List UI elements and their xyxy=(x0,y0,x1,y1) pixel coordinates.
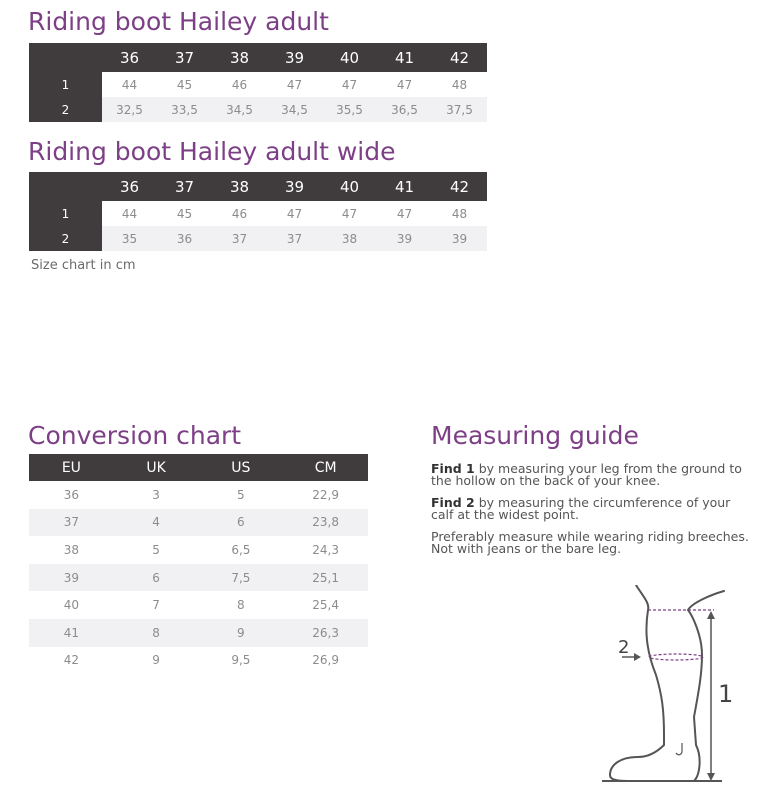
size-table-adult-wide xyxy=(29,172,487,251)
conversion-cell: 6 xyxy=(114,564,199,592)
conversion-cell: 38 xyxy=(63,542,80,557)
size-header-cell: 41 xyxy=(377,172,432,201)
conversion-cell: 40 xyxy=(63,598,80,613)
measure-cell: 48 xyxy=(451,77,468,92)
measure-cell: 36 xyxy=(157,226,212,251)
measure-cell: 37,5 xyxy=(432,97,487,122)
measure-cell: 39 xyxy=(377,226,432,251)
corner-cell xyxy=(29,43,102,72)
measure-cell: 34,5 xyxy=(212,97,267,122)
conversion-cell: 22,9 xyxy=(312,487,339,502)
size-header-cell: 41 xyxy=(377,43,432,72)
conversion-cell: 26,9 xyxy=(312,653,339,668)
conversion-cell: 25,1 xyxy=(283,564,368,592)
table2-title: Riding boot Hailey adult wide xyxy=(28,137,396,166)
size-header-cell: 37 xyxy=(157,172,212,201)
conversion-cell: 26,3 xyxy=(283,619,368,647)
size-chart-note: Size chart in cm xyxy=(31,258,136,273)
conversion-header-cell: EU xyxy=(29,454,114,481)
conversion-cell: 5 xyxy=(152,542,160,557)
size-header-row xyxy=(29,43,487,72)
conversion-cell: 24,3 xyxy=(312,542,339,557)
measure-cell: 32,5 xyxy=(102,97,157,122)
conversion-cell: 8 xyxy=(114,619,199,647)
measure-cell: 33,5 xyxy=(157,97,212,122)
conversion-header-cell: UK xyxy=(114,454,199,481)
conversion-cell: 41 xyxy=(29,619,114,647)
measure-cell: 47 xyxy=(341,206,358,221)
conversion-cell: 42 xyxy=(63,653,80,668)
size-header-cell: 42 xyxy=(432,43,487,72)
instruction-1-label: Find 1 xyxy=(431,461,475,476)
measure-cell: 45 xyxy=(176,77,193,92)
measure-cell: 47 xyxy=(396,206,413,221)
measure-cell: 47 xyxy=(286,77,303,92)
measure-row-label: 1 xyxy=(29,201,102,226)
measure-cell: 37 xyxy=(212,226,267,251)
guide-title: Measuring guide xyxy=(431,421,639,450)
measure-cell: 38 xyxy=(322,226,377,251)
size-header-cell: 39 xyxy=(267,43,322,72)
conversion-cell: 36 xyxy=(63,487,80,502)
instruction-2-label: Find 2 xyxy=(431,495,475,510)
instruction-2-text: by measuring the circumference of your calf at the widest point. xyxy=(431,495,731,522)
conversion-cell: 23,8 xyxy=(283,509,368,537)
measure-cell: 35 xyxy=(102,226,157,251)
measure-row xyxy=(29,97,487,122)
size-header-cell: 38 xyxy=(212,43,267,72)
measure-row-label: 2 xyxy=(29,97,102,122)
instruction-1-text: by measuring your leg from the ground to the hollow on the back of your knee. xyxy=(431,461,742,488)
measure-row xyxy=(29,72,487,97)
conversion-cell: 8 xyxy=(237,598,245,613)
size-header-cell: 36 xyxy=(102,43,157,72)
measure-row-label: 1 xyxy=(29,72,102,97)
measure-cell: 47 xyxy=(396,77,413,92)
conversion-cell: 37 xyxy=(29,509,114,537)
size-header-cell: 42 xyxy=(432,172,487,201)
ankle-detail xyxy=(676,743,682,755)
measure-cell: 34,5 xyxy=(267,97,322,122)
measure-cell: 46 xyxy=(231,77,248,92)
size-header-cell: 37 xyxy=(157,43,212,72)
conversion-header-row xyxy=(29,454,368,481)
conversion-header-cell: US xyxy=(199,454,284,481)
conversion-row xyxy=(29,619,368,647)
conversion-row xyxy=(29,481,368,509)
conversion-row xyxy=(29,564,368,592)
conversion-cell: 7 xyxy=(152,598,160,613)
measure-cell: 47 xyxy=(286,206,303,221)
measure-cell: 45 xyxy=(176,206,193,221)
conversion-cell: 3 xyxy=(152,487,160,502)
conversion-cell: 25,4 xyxy=(312,598,339,613)
conversion-table xyxy=(29,454,368,674)
measure-cell: 35,5 xyxy=(322,97,377,122)
conversion-header-cell: CM xyxy=(283,454,368,481)
table1-title: Riding boot Hailey adult xyxy=(28,7,329,36)
conversion-cell: 9 xyxy=(152,653,160,668)
measure-row xyxy=(29,201,487,226)
conversion-row xyxy=(29,509,368,537)
measure-label-2: 2 xyxy=(618,637,630,658)
conversion-row xyxy=(29,647,368,675)
conversion-cell: 6,5 xyxy=(231,542,251,557)
conversion-cell: 4 xyxy=(114,509,199,537)
measure-cell: 44 xyxy=(121,206,138,221)
calf-arrow-head xyxy=(634,653,641,661)
measure-cell: 46 xyxy=(231,206,248,221)
measure-cell: 39 xyxy=(432,226,487,251)
conversion-row xyxy=(29,536,368,564)
conversion-cell: 7,5 xyxy=(199,564,284,592)
measure-label-1: 1 xyxy=(718,680,734,708)
size-header-cell: 36 xyxy=(102,172,157,201)
instruction-3: Preferably measure while wearing riding breeches. Not with jeans or the bare leg. xyxy=(431,529,749,556)
size-header-cell: 39 xyxy=(267,172,322,201)
conversion-row xyxy=(29,591,368,619)
size-header-cell: 40 xyxy=(322,172,377,201)
conversion-cell: 9 xyxy=(199,619,284,647)
calf-circumference xyxy=(649,654,703,660)
measure-cell: 47 xyxy=(341,77,358,92)
instruction-2 xyxy=(431,497,751,521)
size-header-cell: 38 xyxy=(212,172,267,201)
instruction-1 xyxy=(431,463,751,487)
measure-row-label: 2 xyxy=(29,226,102,251)
size-header-cell: 40 xyxy=(322,43,377,72)
conversion-cell: 5 xyxy=(237,487,245,502)
conversion-cell: 6 xyxy=(199,509,284,537)
size-header-row xyxy=(29,172,487,201)
measure-cell: 48 xyxy=(451,206,468,221)
height-arrow-bottom xyxy=(707,773,715,781)
size-table-adult xyxy=(29,43,487,122)
leg-outline xyxy=(610,585,724,781)
corner-cell xyxy=(29,172,102,201)
conversion-title: Conversion chart xyxy=(28,421,242,450)
measuring-instructions xyxy=(431,463,751,555)
leg-measure-diagram xyxy=(598,585,738,790)
conversion-cell: 39 xyxy=(29,564,114,592)
measure-cell: 36,5 xyxy=(377,97,432,122)
measure-row xyxy=(29,226,487,251)
conversion-cell: 9,5 xyxy=(231,653,251,668)
height-arrow-top xyxy=(707,611,715,619)
measure-cell: 44 xyxy=(121,77,138,92)
measure-cell: 37 xyxy=(267,226,322,251)
